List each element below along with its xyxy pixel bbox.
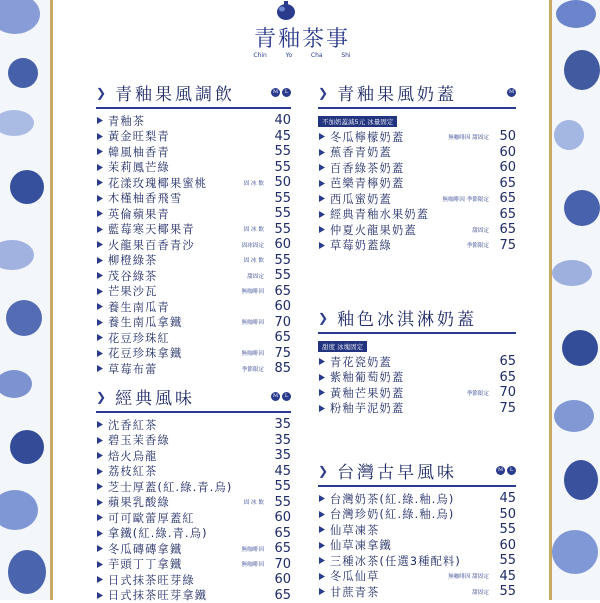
triangle-bullet-icon (318, 374, 325, 381)
item-tag: 無咖啡因 (242, 287, 264, 295)
menu-item (96, 572, 291, 588)
item-price: 70 (269, 315, 291, 330)
section-title (318, 80, 516, 105)
brand-en-word: Yo (286, 52, 293, 59)
menu-item (96, 113, 291, 129)
triangle-bullet-icon (96, 164, 103, 171)
item-name: 日式抹茶旺芽拿鐵 (108, 587, 207, 603)
menu-item (318, 354, 516, 370)
item-price: 65 (269, 284, 291, 299)
item-tag: 固 冰 飲 (244, 225, 264, 233)
brand-en-word: Cha (311, 52, 323, 59)
item-name: 台灣奶茶(紅.綠.釉.烏) (330, 491, 455, 507)
item-name: 冬瓜檸檬奶蓋 (330, 129, 404, 145)
item-price: 45 (494, 569, 516, 584)
item-name: 茉莉鳳芒綠 (108, 159, 170, 175)
triangle-bullet-icon (96, 226, 103, 233)
size-mark-icon: M (271, 88, 280, 97)
triangle-bullet-icon (318, 557, 325, 564)
chevron-right-icon: ❯ (318, 311, 331, 325)
menu-item (318, 370, 516, 386)
item-name: 草莓奶蓋綠 (330, 237, 392, 253)
section-cream-cap (318, 80, 516, 253)
item-price: 65 (269, 526, 291, 541)
item-name: 焙火烏龍 (108, 448, 158, 464)
triangle-bullet-icon (318, 149, 325, 156)
triangle-bullet-icon (318, 526, 325, 533)
menu-item (96, 557, 291, 573)
item-price: 65 (494, 354, 516, 369)
item-name: 仲夏火龍果奶蓋 (330, 222, 417, 238)
right-floral-border (550, 0, 600, 600)
triangle-bullet-icon (318, 495, 325, 502)
item-price: 55 (269, 206, 291, 221)
item-price: 65 (494, 191, 516, 206)
item-tag: 無咖啡因 甜固定 (448, 133, 489, 141)
menu-item (96, 253, 291, 269)
menu-item (96, 495, 291, 511)
item-name: 英倫蘋果青 (108, 206, 170, 222)
triangle-bullet-icon (318, 389, 325, 396)
section-title-text: 經典風味 (115, 384, 195, 409)
item-price: 85 (269, 361, 291, 376)
right-gold-line (549, 0, 552, 600)
triangle-bullet-icon (96, 148, 103, 155)
section-title (318, 305, 516, 330)
brand-logo-icon (274, 0, 298, 22)
triangle-bullet-icon (318, 242, 325, 249)
item-price: 75 (269, 346, 291, 361)
size-mark-icon: M (496, 466, 505, 475)
item-name: 西瓜蜜奶蓋 (330, 191, 392, 207)
menu-item (96, 175, 291, 191)
item-price: 60 (269, 510, 291, 525)
triangle-bullet-icon (96, 499, 103, 506)
menu-item (96, 129, 291, 145)
item-price: 60 (494, 145, 516, 160)
menu-item (96, 464, 291, 480)
item-name: 仙草凍拿鐵 (330, 537, 392, 553)
menu-item (318, 569, 516, 585)
triangle-bullet-icon (96, 257, 103, 264)
menu-item (318, 160, 516, 176)
triangle-bullet-icon (96, 133, 103, 140)
item-price: 55 (269, 253, 291, 268)
menu-item (318, 584, 516, 600)
triangle-bullet-icon (318, 211, 325, 218)
triangle-bullet-icon (96, 545, 103, 552)
item-price: 60 (269, 299, 291, 314)
item-price: 65 (269, 541, 291, 556)
item-name: 藍莓寒天椰果青 (108, 221, 195, 237)
brand-english (244, 52, 360, 59)
chevron-right-icon: ❯ (318, 86, 331, 100)
section-title (318, 458, 516, 483)
item-price: 55 (269, 222, 291, 237)
item-tag: 甜固定 (472, 226, 489, 234)
triangle-bullet-icon (96, 592, 103, 599)
menu-item (96, 330, 291, 346)
menu-item (96, 191, 291, 207)
item-name: 三種冰茶(任選3種配料) (330, 553, 461, 569)
item-name: 芭樂青檸奶蓋 (330, 175, 404, 191)
menu-item (96, 299, 291, 315)
item-price: 65 (494, 370, 516, 385)
item-name: 柳橙綠茶 (108, 252, 158, 268)
menu-item (318, 538, 516, 554)
item-price: 70 (269, 557, 291, 572)
item-price: 35 (269, 417, 291, 432)
menu-item (318, 129, 516, 145)
item-tag: 無咖啡因 (242, 545, 264, 553)
menu-item (318, 553, 516, 569)
section-note: 不加奶蓋減5元 冰量固定 (318, 116, 397, 127)
menu-item (96, 284, 291, 300)
item-name: 韓風柚香青 (108, 144, 170, 160)
menu-item (318, 507, 516, 523)
menu-item (96, 433, 291, 449)
item-price: 65 (269, 330, 291, 345)
triangle-bullet-icon (96, 421, 103, 428)
item-name: 茂谷綠茶 (108, 268, 158, 284)
item-name: 冬瓜仙草 (330, 568, 380, 584)
size-marks (271, 392, 291, 401)
triangle-bullet-icon (96, 468, 103, 475)
section-divider (318, 332, 516, 334)
item-name: 草莓布蕾 (108, 361, 158, 377)
triangle-bullet-icon (96, 561, 103, 568)
triangle-bullet-icon (96, 350, 103, 357)
item-name: 養生南瓜青 (108, 299, 170, 315)
triangle-bullet-icon (96, 334, 103, 341)
item-name: 花豆珍珠拿鐵 (108, 345, 182, 361)
item-tag: 無咖啡因 (242, 349, 264, 357)
menu-item (318, 191, 516, 207)
section-title-text: 青釉果風奶蓋 (337, 80, 457, 105)
item-name: 拿鐵(紅.綠.青.烏) (108, 525, 208, 541)
chevron-right-icon: ❯ (96, 86, 109, 100)
item-tag: 季節限定 (467, 241, 489, 249)
triangle-bullet-icon (96, 288, 103, 295)
item-name: 芋頭丁丁拿鐵 (108, 556, 182, 572)
item-price: 75 (494, 238, 516, 253)
size-mark-icon: M (271, 392, 280, 401)
item-price: 75 (494, 401, 516, 416)
triangle-bullet-icon (96, 303, 103, 310)
section-title-text: 青釉果風調飲 (115, 80, 235, 105)
size-marks (271, 88, 291, 97)
item-price: 55 (269, 160, 291, 175)
item-price: 50 (494, 129, 516, 144)
item-price: 60 (269, 572, 291, 587)
section-classic (96, 384, 291, 603)
menu-item (96, 479, 291, 495)
item-tag: 季節限定 (242, 365, 264, 373)
item-name: 花漾玫瑰椰果蜜桃 (108, 175, 207, 191)
item-name: 花豆珍珠紅 (108, 330, 170, 346)
section-divider (318, 107, 516, 109)
size-mark-icon: L (507, 466, 516, 475)
menu-item (96, 144, 291, 160)
item-tag: 甜固定 (247, 272, 264, 280)
item-name: 蕉香青奶蓋 (330, 144, 392, 160)
triangle-bullet-icon (318, 164, 325, 171)
triangle-bullet-icon (96, 452, 103, 459)
triangle-bullet-icon (318, 133, 325, 140)
item-price: 35 (269, 433, 291, 448)
item-price: 55 (269, 495, 291, 510)
section-icecream-cap (318, 305, 516, 416)
chevron-right-icon: ❯ (96, 390, 109, 404)
item-tag: 固 冰 飲 (244, 256, 264, 264)
triangle-bullet-icon (96, 241, 103, 248)
item-name: 可可歐蕾厚蓋紅 (108, 510, 195, 526)
triangle-bullet-icon (96, 483, 103, 490)
item-price: 55 (269, 479, 291, 494)
item-name: 養生南瓜拿鐵 (108, 314, 182, 330)
item-name: 經典青釉水果奶蓋 (330, 206, 429, 222)
menu-item (318, 385, 516, 401)
item-name: 紫釉葡萄奶蓋 (330, 369, 404, 385)
section-title (96, 80, 291, 105)
menu-item (96, 268, 291, 284)
menu-item (96, 237, 291, 253)
menu-item (318, 176, 516, 192)
item-name: 青釉茶 (108, 113, 145, 129)
brand-en-word: Shi (341, 52, 350, 59)
item-name: 台灣珍奶(紅.綠.釉.烏) (330, 506, 455, 522)
brand-name: 青釉茶事 (242, 22, 362, 53)
menu-item (96, 417, 291, 433)
left-gold-line (50, 0, 53, 600)
item-price: 60 (269, 237, 291, 252)
item-tag: 固 冰 飲 (244, 498, 264, 506)
item-name: 沈香紅茶 (108, 417, 158, 433)
chevron-right-icon: ❯ (318, 464, 331, 478)
item-price: 60 (494, 160, 516, 175)
item-name: 青花瓷奶蓋 (330, 354, 392, 370)
item-name: 碧玉茉香綠 (108, 432, 170, 448)
menu-item (318, 222, 516, 238)
item-name: 木槿柚香飛雪 (108, 190, 182, 206)
section-note: 甜度 冰塊固定 (318, 341, 367, 352)
triangle-bullet-icon (96, 576, 103, 583)
item-tag: 季節限定 (467, 389, 489, 397)
menu-item (96, 222, 291, 238)
size-marks (507, 88, 516, 97)
menu-item (96, 541, 291, 557)
section-title-text: 釉色冰淇淋奶蓋 (337, 305, 477, 330)
triangle-bullet-icon (96, 179, 103, 186)
menu-item (96, 588, 291, 603)
item-price: 65 (494, 207, 516, 222)
triangle-bullet-icon (96, 272, 103, 279)
section-title-text: 台灣古早風味 (337, 458, 457, 483)
item-price: 55 (494, 584, 516, 599)
menu-item (318, 238, 516, 254)
item-tag: 無咖啡因 甜固定 (448, 572, 489, 580)
section-title (96, 384, 291, 409)
item-price: 55 (269, 191, 291, 206)
menu-item (96, 526, 291, 542)
item-price: 55 (494, 522, 516, 537)
menu-item (318, 522, 516, 538)
item-price: 40 (269, 113, 291, 128)
triangle-bullet-icon (318, 358, 325, 365)
triangle-bullet-icon (318, 226, 325, 233)
item-name: 芝士厚蓋(紅.綠.青.烏) (108, 479, 233, 495)
item-price: 45 (269, 464, 291, 479)
item-name: 蘋果乳酸綠 (108, 494, 170, 510)
item-name: 黃金旺梨青 (108, 128, 170, 144)
menu-item (96, 448, 291, 464)
item-price: 45 (269, 129, 291, 144)
item-price: 50 (269, 175, 291, 190)
item-name: 冬瓜磚磚拿鐵 (108, 541, 182, 557)
menu-item (318, 401, 516, 417)
menu-item (318, 491, 516, 507)
triangle-bullet-icon (318, 180, 325, 187)
menu-item (96, 346, 291, 362)
item-name: 日式抹茶旺芽綠 (108, 572, 195, 588)
triangle-bullet-icon (96, 195, 103, 202)
triangle-bullet-icon (318, 511, 325, 518)
item-price: 55 (494, 553, 516, 568)
item-price: 65 (269, 588, 291, 603)
section-taiwan (318, 458, 516, 600)
menu-item (96, 315, 291, 331)
item-tag: 甜固定 (472, 588, 489, 596)
item-tag: 固 冰 飲 (244, 179, 264, 187)
item-price: 65 (494, 222, 516, 237)
item-price: 55 (269, 268, 291, 283)
size-mark-icon: M (507, 88, 516, 97)
triangle-bullet-icon (318, 573, 325, 580)
menu-item (96, 206, 291, 222)
menu-item (318, 207, 516, 223)
triangle-bullet-icon (96, 117, 103, 124)
item-price: 65 (494, 176, 516, 191)
item-price: 70 (494, 385, 516, 400)
triangle-bullet-icon (318, 195, 325, 202)
item-tag: 無咖啡因 季節限定 (442, 195, 489, 203)
triangle-bullet-icon (96, 514, 103, 521)
triangle-bullet-icon (318, 542, 325, 549)
item-price: 45 (494, 491, 516, 506)
triangle-bullet-icon (96, 319, 103, 326)
item-tag: 固冰固定 (242, 241, 264, 249)
left-floral-border (0, 0, 52, 600)
item-name: 黃釉芒果奶蓋 (330, 385, 404, 401)
triangle-bullet-icon (96, 210, 103, 217)
triangle-bullet-icon (318, 405, 325, 412)
triangle-bullet-icon (96, 530, 103, 537)
triangle-bullet-icon (96, 365, 103, 372)
item-price: 60 (494, 538, 516, 553)
triangle-bullet-icon (96, 437, 103, 444)
item-tag: 無咖啡因 (242, 318, 264, 326)
item-name: 荔枝紅茶 (108, 463, 158, 479)
item-name: 芒果沙瓦 (108, 283, 158, 299)
menu-item (96, 361, 291, 377)
item-price: 35 (269, 448, 291, 463)
menu-item (318, 145, 516, 161)
menu-item (96, 510, 291, 526)
item-name: 甘蔗青茶 (330, 584, 380, 600)
size-mark-icon: L (282, 88, 291, 97)
item-name: 百香綠茶奶蓋 (330, 160, 404, 176)
item-price: 55 (269, 144, 291, 159)
size-marks (496, 466, 516, 475)
item-name: 火龍果百香青沙 (108, 237, 195, 253)
triangle-bullet-icon (318, 588, 325, 595)
item-tag: 無咖啡因 (242, 560, 264, 568)
item-price: 50 (494, 507, 516, 522)
size-mark-icon: L (282, 392, 291, 401)
brand-en-word: Chin (253, 52, 266, 59)
section-fruit-tea (96, 80, 291, 377)
menu-item (96, 160, 291, 176)
item-name: 仙草凍茶 (330, 522, 380, 538)
item-name: 粉釉芋泥奶蓋 (330, 400, 404, 416)
